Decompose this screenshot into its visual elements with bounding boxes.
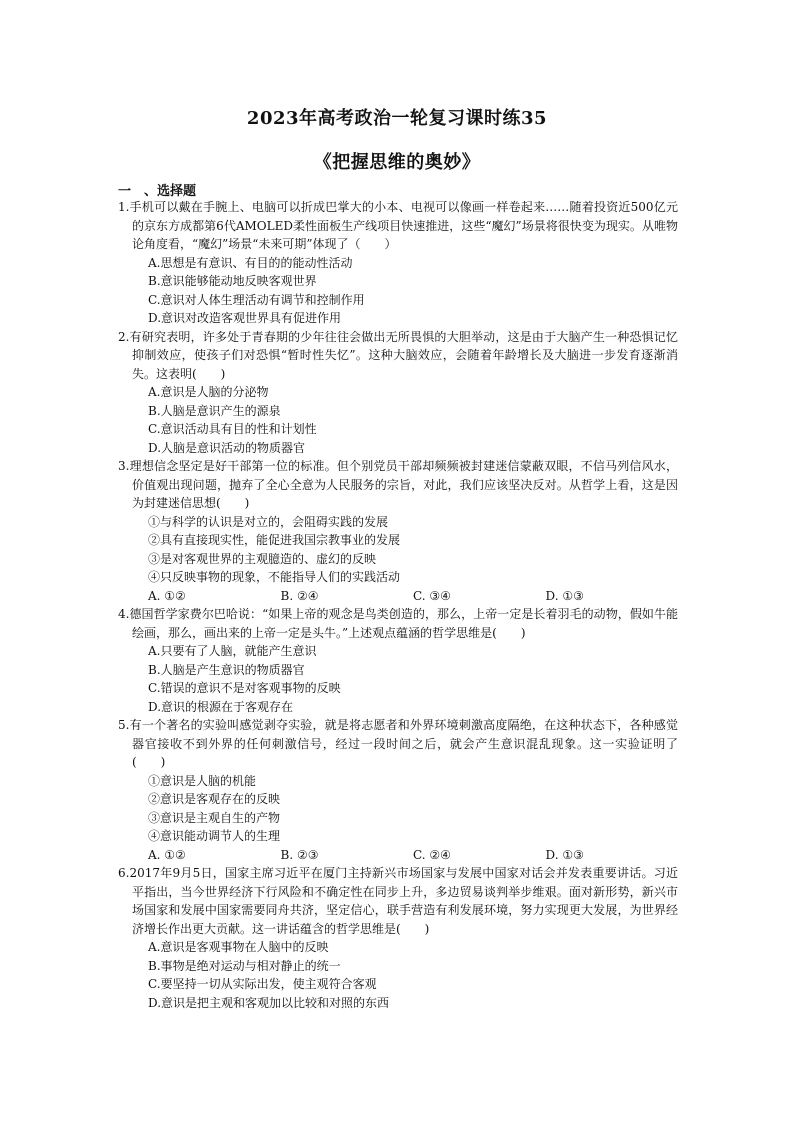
option-b: B.事物是绝对运动与相对静止的统一	[148, 958, 341, 973]
section-heading: 一 、选择题	[118, 184, 197, 199]
statement-4: ④意识能动调节人的生理	[148, 829, 281, 843]
question-stem: 1.手机可以戴在手腕上、电脑可以折成巴掌大的小本、电视可以像画一样卷起来……随着投资近500亿元的京东方成都第6代AMOLED柔性面板生产线项目快速推进，这些“魔幻”场景将很快变为现实。从唯物论角度看，“魔幻”场景“未来可期”体现了（ ）	[118, 200, 678, 251]
option-b: B.意识能够能动地反映客观世界	[148, 274, 317, 288]
choice-c: C. ③④	[413, 588, 451, 603]
statement-2: ②具有直接现实性，能促进我国宗教事业的发展	[148, 533, 401, 547]
option-c: C.要坚持一切从实际出发，使主观符合客观	[148, 977, 377, 991]
document-title: 2023年高考政治一轮复习课时练35	[246, 108, 548, 129]
statement-1: ①意识是人脑的机能	[148, 773, 257, 788]
choice-c: C. ②④	[413, 847, 451, 862]
option-b: B.人脑是意识产生的源泉	[148, 403, 281, 418]
document-subtitle: 《把握思维的奥妙》	[313, 152, 481, 173]
choice-b: B. ②④	[280, 588, 319, 603]
choice-a: A. ①②	[148, 847, 186, 862]
option-d: D.人脑是意识活动的物质器官	[148, 440, 306, 455]
question-3	[118, 457, 678, 605]
statement-4: ④只反映事物的现象，不能指导人们的实践活动	[148, 570, 401, 584]
choice-d: D. ①③	[545, 588, 584, 603]
option-a: A.意识是客观事物在人脑中的反映	[148, 940, 329, 954]
question-6	[118, 864, 678, 1012]
option-c: C.错误的意识不是对客观事物的反映	[148, 681, 341, 695]
question-4	[118, 605, 678, 716]
option-c: C.意识对人体生理活动有调节和控制作用	[148, 292, 365, 307]
answer-choices	[118, 587, 678, 606]
question-stem: 5.有一个著名的实验叫感觉剥夺实验，就是将志愿者和外界环境刺激高度隔绝，在这种状态下，各种感觉器官接收不到外界的任何刺激信号，经过一段时间之后，就会产生意识混乱现象。这一实验证明了( )	[118, 718, 678, 769]
answer-choices	[118, 846, 678, 865]
option-d: D.意识是把主观和客观加以比较和对照的东西	[148, 995, 390, 1010]
choice-a: A. ①②	[148, 588, 186, 603]
option-a: A.只要有了人脑，就能产生意识	[148, 644, 317, 658]
question-2	[118, 328, 678, 458]
question-1	[118, 198, 678, 328]
question-stem: 6.2017年9月5日，国家主席习近平在厦门主持新兴市场国家与发展中国家对话会并发表重要讲话。习近平指出，当今世界经济下行风险和不确定性在同步上升，多边贸易谈判举步维艰。面对新形势，新兴市场国家和发展中国家需要同舟共济，坚定信心，联手营造有利发展环境，努力实现更大发展，为世界经济增长作出更大贡献。这一讲话蕴含的哲学思维是( )	[118, 866, 678, 936]
option-a: A.意识是人脑的分泌物	[148, 385, 269, 399]
option-b: B.人脑是产生意识的物质器官	[148, 662, 305, 677]
choice-b: B. ②③	[280, 847, 319, 862]
question-stem: 3.理想信念坚定是好干部第一位的标准。但个别党员干部却频频被封建迷信蒙蔽双眼，不信马列信风水，价值观出现问题，抛弃了全心全意为人民服务的宗旨，对此，我们应该坚决反对。从哲学上看，这是因为封建迷信思想( )	[118, 459, 678, 510]
question-5	[118, 716, 678, 864]
question-list	[118, 198, 678, 1012]
statement-2: ②意识是客观存在的反映	[148, 792, 281, 806]
statement-1: ①与科学的认识是对立的，会阻碍实践的发展	[148, 514, 389, 529]
question-stem: 2.有研究表明，许多处于青春期的少年往往会做出无所畏惧的大胆举动，这是由于大脑产生一种恐惧记忆抑制效应，使孩子们对恐惧“暂时性失忆”。这种大脑效应，会随着年龄增长及大脑进一步发育逐渐消失。这表明( )	[118, 329, 678, 381]
option-d: D.意识对改造客观世界具有促进作用	[148, 311, 342, 325]
option-c: C.意识活动具有目的性和计划性	[148, 422, 317, 436]
option-a: A.思想是有意识、有目的的能动性活动	[148, 255, 353, 270]
choice-d: D. ①③	[545, 847, 584, 862]
statement-3: ③意识是主观自生的产物	[148, 810, 281, 825]
statement-3: ③是对客观世界的主观臆造的、虚幻的反映	[148, 551, 377, 566]
option-d: D.意识的根源在于客观存在	[148, 699, 294, 714]
question-stem: 4.德国哲学家费尔巴哈说：“如果上帝的观念是鸟类创造的，那么，上帝一定是长着羽毛的动物，假如牛能绘画，那么，画出来的上帝一定是头牛。”上述观点蕴涵的哲学思维是( )	[118, 607, 678, 640]
